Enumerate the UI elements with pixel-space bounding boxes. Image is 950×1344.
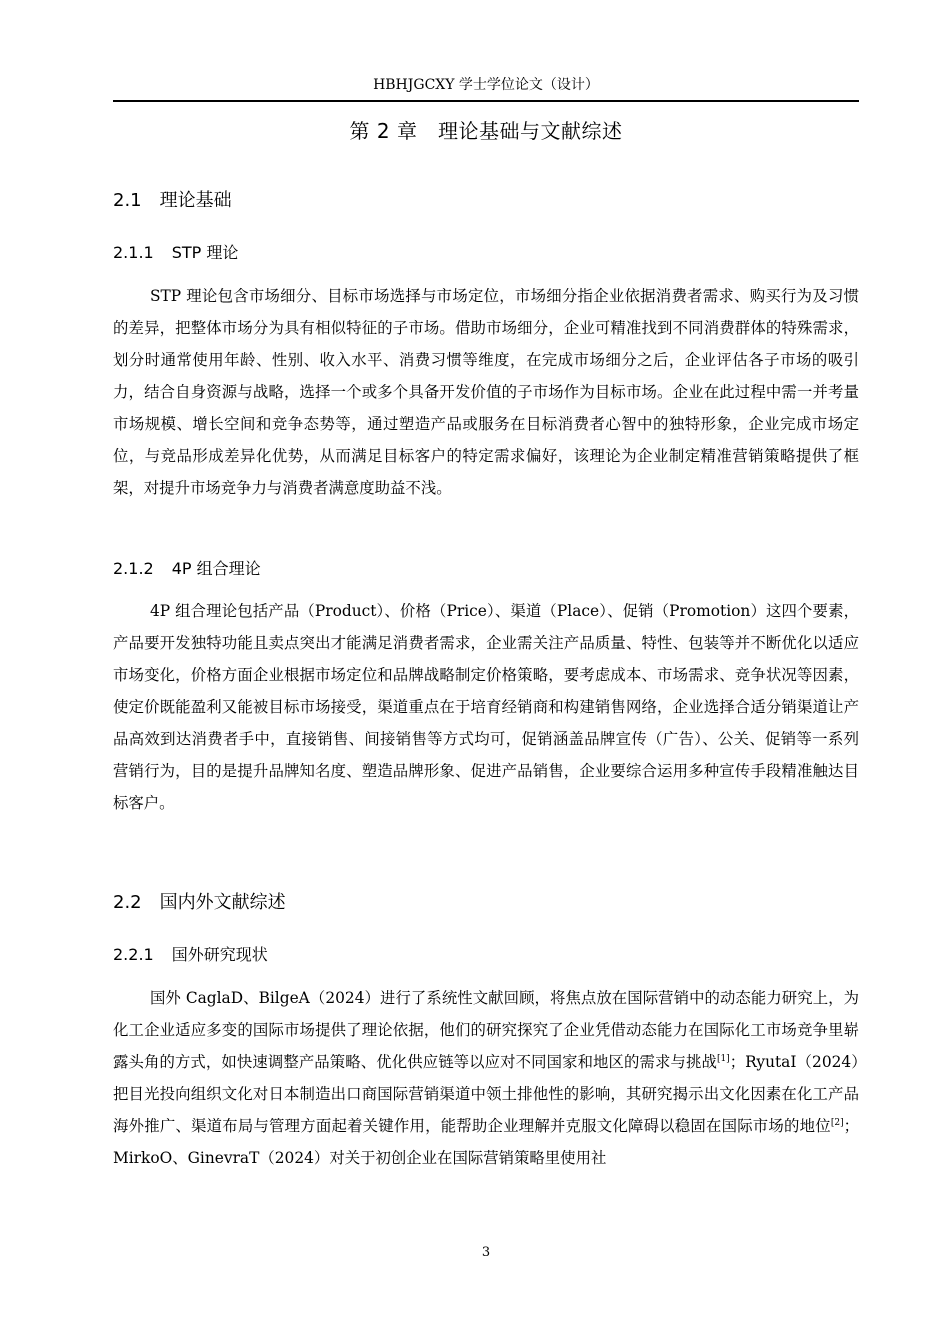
subsection-heading-2-1-2	[113, 557, 261, 581]
paragraph-text: 国外 CaglaD、BilgeA（2024）进行了系统性文献回顾，将焦点放在国际营销中的动态能力研究上，为化工企业适应多变的国际市场提供了理论依据，他们的研究探究了企业凭借动态能力在国际化工市场竞争里崭露头角的方式，如快速调整产品策略、优化供应链等以应对不同国家和地区的需求与挑战	[113, 989, 859, 1071]
section-number: 2.1	[113, 190, 142, 211]
paragraph-4p: 4P 组合理论包括产品（Product）、价格（Price）、渠道（Place）、促销（Promotion）这四个要素，产品要开发独特功能且卖点突出才能满足消费者需求，企业需关注产品质量、特性、包装等并不断优化以适应市场变化，价格方面企业根据市场定位和品牌战略制定价格策略，要考虑成本、市场需求、竞争状况等因素，使定价既能盈利又能被目标市场接受，渠道重点在于培育经销商和构建销售网络，企业选择合适分销渠道让产品高效到达消费者手中，直接销售、间接销售等方式均可，促销涵盖品牌宣传（广告）、公关、促销等一系列营销行为，目的是提升品牌知名度、塑造品牌形象、促进产品销售，企业要综合运用多种宣传手段精准触达目标客户。	[113, 602, 859, 812]
subsection-number: 2.1.1	[113, 243, 154, 262]
subsection-number: 2.1.2	[113, 559, 154, 578]
citation-2[interactable]: [2]	[830, 1117, 844, 1128]
subsection-number: 2.2.1	[113, 945, 154, 964]
section-heading-2-1	[113, 188, 232, 214]
subsection-title: STP 理论	[171, 243, 239, 262]
subsection-heading-2-2-1	[113, 943, 268, 967]
chapter-title: 第 2 章 理论基础与文献综述	[349, 119, 623, 143]
subsection-title: 国外研究现状	[171, 945, 268, 964]
section-heading-2-2	[113, 890, 286, 916]
page-number: 3	[481, 1245, 491, 1260]
paragraph-text: ；RyutaI（2024）把目光投向组织文化对日本制造出口商国际营销渠道中领土排他性的影响，其研究揭示出文化因素在化工产品海外推广、渠道布局与管理方面起着关键作用，能帮助企业理解并克服文化障碍以稳固在国际市场的地位	[113, 1053, 859, 1135]
citation-1[interactable]: [1]	[716, 1053, 730, 1064]
subsection-title: 4P 组合理论	[171, 559, 261, 578]
section-number: 2.2	[113, 892, 142, 913]
subsection-heading-2-1-1	[113, 241, 238, 265]
header-rule	[113, 100, 859, 102]
paragraph-stp: STP 理论包含市场细分、目标市场选择与市场定位，市场细分指企业依据消费者需求、购买行为及习惯的差异，把整体市场分为具有相似特征的子市场。借助市场细分，企业可精准找到不同消费群体的特殊需求，划分时通常使用年龄、性别、收入水平、消费习惯等维度，在完成市场细分之后，企业评估各子市场的吸引力，结合自身资源与战略，选择一个或多个具备开发价值的子市场作为目标市场。企业在此过程中需一并考量市场规模、增长空间和竞争态势等，通过塑造产品或服务在目标消费者心智中的独特形象，企业完成市场定位，与竞品形成差异化优势，从而满足目标客户的特定需求偏好，该理论为企业制定精准营销策略提供了框架，对提升市场竞争力与消费者满意度助益不浅。	[113, 287, 859, 497]
running-header: HBHJGCXY 学士学位论文（设计）	[373, 77, 599, 93]
section-title: 国内外文献综述	[159, 892, 286, 913]
paragraph-foreign-research	[113, 982, 859, 1174]
paragraph-text: ；MirkoO、GinevraT（2024）对关于初创企业在国际营销策略里使用社	[113, 1117, 859, 1167]
section-title: 理论基础	[159, 190, 232, 211]
